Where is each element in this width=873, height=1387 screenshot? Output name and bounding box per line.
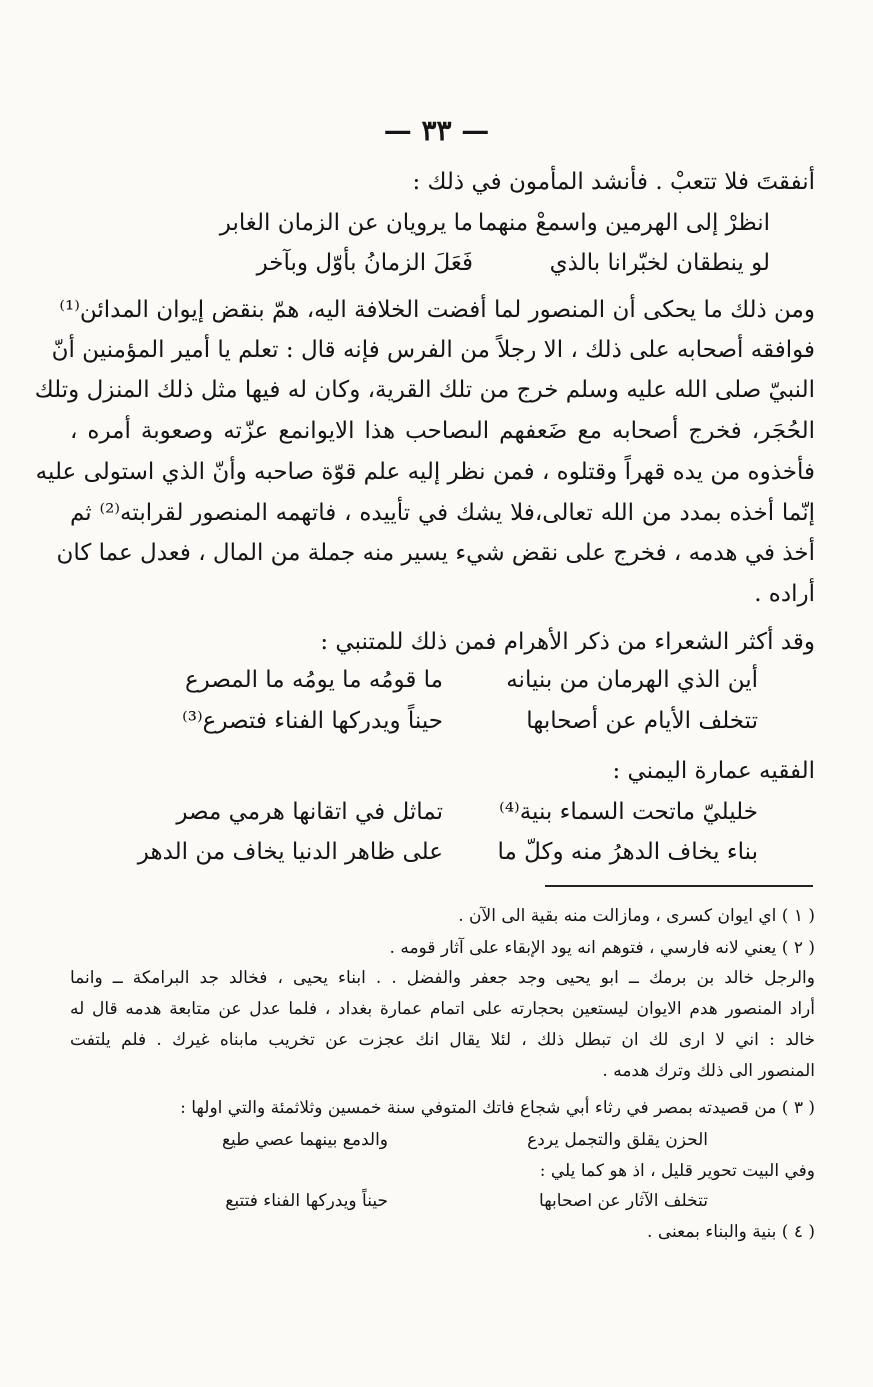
paragraph-line: فأخذوه من يده قهراً وقتلوه ، فمن نظر إليه علم قوّة صاحبه وأنّ الذي استولى عليه [35,459,815,485]
verse-hemistich: على ظاهر الدنيا يخاف من الدهر [137,839,443,865]
footnote-verse: تتخلف الآثار عن اصحابها [539,1191,708,1211]
verse-hemistich: لو ينطقان لخبّرانا بالذي [549,250,770,276]
paragraph-line: ومن ذلك ما يحكى أن المنصور لما أفضت الخلافة اليه، همّ بنقض إيوان المدائن⁽¹⁾ [59,297,815,323]
paragraph-line: إنّما أخذه بمدد من الله تعالى،فلا يشك في تأييده ، فاتهمه المنصور لقرابته⁽²⁾ ثم [70,500,815,526]
footnote-line: أراد المنصور هدم الايوان ليستعين بحجارته على اتمام عمارة بغداد ، فلما عدل عن متابعة هدمه قال له [70,999,815,1019]
paragraph-line: أخذ في هدمه ، فخرج على نقض شيء يسير منه جملة من المال ، فعدل عما كان [56,540,815,566]
footnote-line: والرجل خالد بن برمك ــ ابو يحيى وجد جعفر والفضل . . ابناء يحيى ، فخالد جد البرامكة ــ وانما [70,968,815,988]
paragraph-line: أنفقتَ فلا تتعبْ . فأنشد المأمون في ذلك : [412,169,815,195]
paragraph-line: الفقيه عمارة اليمني : [612,758,815,784]
footnote-line: وفي البيت تحوير قليل ، اذ هو كما يلي : [539,1161,815,1181]
footnote: ( ٣ ) من قصيدته بمصر في رثاء أبي شجاع فاتك المتوفي سنة خمسين وثلاثمئة والتي اولها : [180,1098,815,1118]
footnote: ( ١ ) اي ايوان كسرى ، ومازالت منه بقية الى الآن . [458,906,815,926]
verse-hemistich: فَعَلَ الزمانُ بأوّل وبآخر [256,250,473,276]
verse-hemistich: خليليّ ماتحت السماء بنية⁽⁴⁾ [499,799,758,825]
verse-hemistich: أين الذي الهرمان من بنيانه [506,667,758,693]
footnote-verse: حيناً ويدركها الفناء فتتبع [225,1191,388,1211]
paragraph-line: الحُجَر، فخرج أصحابه مع ضَعفهم الىصاحب هذا الايوانمع عزّته وصعوبة أمره ، [70,418,815,444]
footnote-line: المنصور الى ذلك وترك هدمه . [602,1061,815,1081]
footnote-verse: الحزن يقلق والتجمل يردع [527,1130,708,1150]
verse-hemistich: انظرْ إلى الهرمين واسمعْ منهما [477,210,770,236]
footnote: ( ٢ ) يعني لانه فارسي ، فتوهم انه يود الإبقاء على آثار قومه . [389,938,815,958]
page-number: — ٣٣ — [383,114,490,147]
verse-hemistich: ما يرويان عن الزمان الغابر [219,210,473,236]
paragraph-line: أراده . [754,581,815,607]
footnote-verse: والدمع بينهما عصي طيع [222,1130,388,1150]
paragraph-line: النبيّ صلى الله عليه وسلم خرج من تلك القرية، وكان له فيها مثل ذلك المنزل وتلك [34,377,815,403]
footnote-line: خالد : اني لا ارى لك ان تبطل ذلك ، لئلا يقال انك عجزت عن تخريب مابناه غيرك . فلم يلتفت [70,1030,815,1050]
footnote: ( ٤ ) بنية والبناء بمعنى . [647,1222,815,1242]
verse-hemistich: تماثل في اتقانها هرمي مصر [176,799,443,825]
verse-hemistich: حيناً ويدركها الفناء فتصرع⁽³⁾ [182,708,443,734]
footnote-separator [545,885,813,887]
paragraph-line: وقد أكثر الشعراء من ذكر الأهرام فمن ذلك للمتنبي : [320,629,815,655]
verse-hemistich: تتخلف الأيام عن أصحابها [526,708,758,734]
verse-hemistich: بناء يخاف الدهرُ منه وكلّ ما [497,839,758,865]
paragraph-line: فوافقه أصحابه على ذلك ، الا رجلاً من الفرس فإنه قال : تعلم يا أمير المؤمنين أنّ [51,337,815,363]
verse-hemistich: ما قومُه ما يومُه ما المصرع [184,667,443,693]
